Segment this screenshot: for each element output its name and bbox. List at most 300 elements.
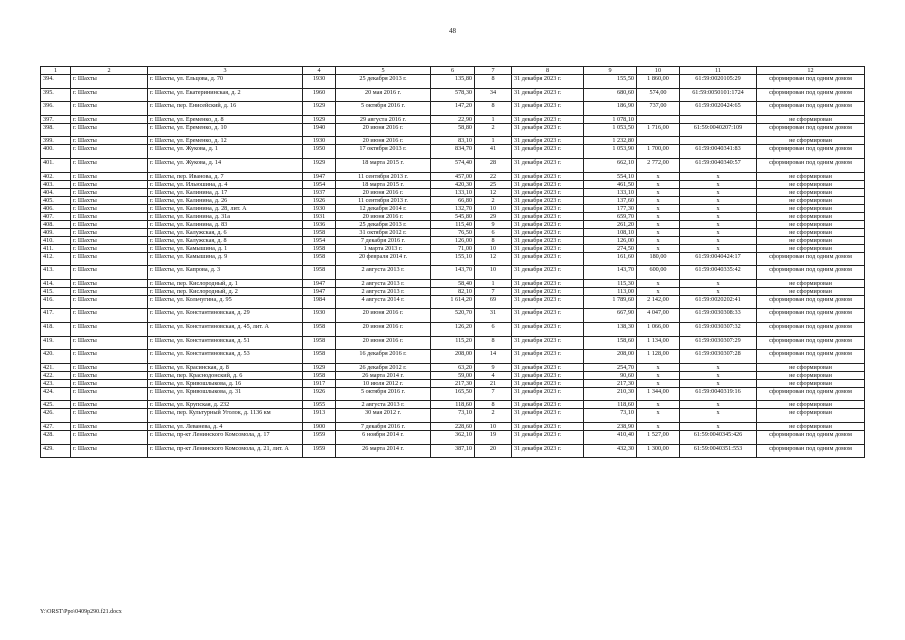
cadastral-number-cell: х [680, 228, 757, 236]
row-number: 409. [41, 228, 71, 236]
city-cell: г. Шахты [71, 266, 148, 280]
count-cell: 8 [475, 102, 512, 116]
row-number: 428. [41, 430, 71, 444]
column-number: 6 [431, 67, 475, 75]
table-row [41, 180, 865, 188]
deadline-cell: 31 декабря 2023 г. [512, 115, 584, 123]
status-cell: сформирован под одним домом [757, 88, 865, 102]
table-row [41, 279, 865, 287]
count-cell: 2 [475, 409, 512, 423]
row-number: 403. [41, 180, 71, 188]
area-cell: 132,70 [431, 204, 475, 212]
year-cell: 1955 [303, 401, 336, 409]
land-area-cell: 1 860,00 [637, 75, 680, 89]
row-number: 419. [41, 336, 71, 350]
row-number: 398. [41, 123, 71, 137]
land-area-cell: 1 066,00 [637, 322, 680, 336]
deadline-cell: 31 декабря 2023 г. [512, 401, 584, 409]
count-cell: 2 [475, 123, 512, 137]
land-area-cell: х [637, 204, 680, 212]
cadastral-number-cell: 61:59:0040335:42 [680, 266, 757, 280]
date-cell: 11 сентября 2013 г. [336, 196, 431, 204]
column-number: 10 [637, 67, 680, 75]
cadastral-number-cell: 61:59:0050101:1724 [680, 88, 757, 102]
land-area-cell: х [637, 180, 680, 188]
row-number: 429. [41, 444, 71, 458]
deadline-cell: 31 декабря 2023 г. [512, 387, 584, 401]
date-cell: 26 марта 2014 г. [336, 371, 431, 379]
date-cell: 20 июня 2016 г. [336, 322, 431, 336]
count-cell: 34 [475, 88, 512, 102]
row-number: 404. [41, 188, 71, 196]
count-cell: 8 [475, 336, 512, 350]
address-cell: г. Шахты, пер. Краснодонский, д. 6 [148, 371, 303, 379]
deadline-cell: 31 декабря 2023 г. [512, 180, 584, 188]
status-cell: сформирован под одним домом [757, 444, 865, 458]
status-cell: не сформирован [757, 279, 865, 287]
year-cell: 1936 [303, 220, 336, 228]
table-row [41, 115, 865, 123]
row-number: 416. [41, 295, 71, 309]
deadline-cell: 31 декабря 2023 г. [512, 188, 584, 196]
value-cell: 238,90 [584, 422, 637, 430]
status-cell: не сформирован [757, 172, 865, 180]
row-number: 408. [41, 220, 71, 228]
value-cell: 261,20 [584, 220, 637, 228]
address-cell: г. Шахты, ул. Константиновская, д. 53 [148, 350, 303, 364]
date-cell: 20 мая 2016 г. [336, 88, 431, 102]
area-cell: 420,30 [431, 180, 475, 188]
address-cell: г. Шахты, пр-кт Ленинского Комсомола, д. 21, лит. А [148, 444, 303, 458]
cadastral-number-cell: х [680, 244, 757, 252]
table-row [41, 236, 865, 244]
cadastral-number-cell: х [680, 236, 757, 244]
count-cell: 1 [475, 115, 512, 123]
status-cell: не сформирован [757, 137, 865, 145]
date-cell: 26 декабря 2012 г. [336, 363, 431, 371]
area-cell: 143,70 [431, 266, 475, 280]
row-number: 407. [41, 212, 71, 220]
cadastral-number-cell: 61:59:0040207:109 [680, 123, 757, 137]
status-cell: не сформирован [757, 409, 865, 423]
date-cell: 18 марта 2015 г. [336, 158, 431, 172]
column-number: 9 [584, 67, 637, 75]
cadastral-number-cell: х [680, 422, 757, 430]
city-cell: г. Шахты [71, 158, 148, 172]
table-row [41, 196, 865, 204]
cadastral-number-cell: 61:59:0020202:41 [680, 295, 757, 309]
cadastral-number-cell: 61:59:0030307:32 [680, 322, 757, 336]
year-cell: 1929 [303, 115, 336, 123]
area-cell: 126,00 [431, 236, 475, 244]
year-cell: 1958 [303, 266, 336, 280]
value-cell: 208,00 [584, 350, 637, 364]
area-cell: 126,20 [431, 322, 475, 336]
land-area-cell: 1 344,00 [637, 387, 680, 401]
table-row [41, 188, 865, 196]
city-cell: г. Шахты [71, 137, 148, 145]
land-area-cell: 574,00 [637, 88, 680, 102]
row-number: 397. [41, 115, 71, 123]
city-cell: г. Шахты [71, 145, 148, 159]
row-number: 420. [41, 350, 71, 364]
land-area-cell: х [637, 401, 680, 409]
status-cell: не сформирован [757, 401, 865, 409]
row-number: 394. [41, 75, 71, 89]
status-cell: не сформирован [757, 115, 865, 123]
city-cell: г. Шахты [71, 401, 148, 409]
deadline-cell: 31 декабря 2023 г. [512, 266, 584, 280]
status-cell: сформирован под одним домом [757, 75, 865, 89]
deadline-cell: 31 декабря 2023 г. [512, 172, 584, 180]
land-area-cell: 4 047,00 [637, 309, 680, 323]
cadastral-number-cell: х [680, 401, 757, 409]
year-cell: 1959 [303, 430, 336, 444]
date-cell: 31 октября 2012 г. [336, 228, 431, 236]
date-cell: 25 декабря 2013 г. [336, 220, 431, 228]
status-cell: сформирован под одним домом [757, 145, 865, 159]
address-cell: г. Шахты, ул. Калужская, д. 8 [148, 236, 303, 244]
table-row [41, 252, 865, 266]
address-cell: г. Шахты, ул. Ельцова, д. 70 [148, 75, 303, 89]
row-number: 399. [41, 137, 71, 145]
cadastral-number-cell: 61:59:0030307:28 [680, 350, 757, 364]
area-cell: 133,10 [431, 188, 475, 196]
table-row [41, 172, 865, 180]
deadline-cell: 31 декабря 2023 г. [512, 363, 584, 371]
area-cell: 58,80 [431, 123, 475, 137]
date-cell: 20 июня 2016 г. [336, 137, 431, 145]
table-row [41, 336, 865, 350]
land-area-cell: х [637, 188, 680, 196]
land-area-cell: х [637, 172, 680, 180]
count-cell: 1 [475, 279, 512, 287]
deadline-cell: 31 декабря 2023 г. [512, 309, 584, 323]
status-cell: не сформирован [757, 180, 865, 188]
value-cell: 662,10 [584, 158, 637, 172]
year-cell: 1930 [303, 309, 336, 323]
count-cell: 8 [475, 236, 512, 244]
deadline-cell: 31 декабря 2023 г. [512, 379, 584, 387]
column-number: 8 [512, 67, 584, 75]
land-area-cell: 1 300,00 [637, 444, 680, 458]
date-cell: 20 июня 2016 г. [336, 309, 431, 323]
city-cell: г. Шахты [71, 123, 148, 137]
area-cell: 58,40 [431, 279, 475, 287]
column-number: 3 [148, 67, 303, 75]
date-cell: 6 ноября 2014 г. [336, 430, 431, 444]
status-cell: не сформирован [757, 379, 865, 387]
value-cell: 133,10 [584, 188, 637, 196]
cadastral-number-cell: х [680, 212, 757, 220]
land-area-cell: х [637, 409, 680, 423]
area-cell: 545,80 [431, 212, 475, 220]
page-number: 48 [449, 27, 456, 35]
date-cell: 20 февраля 2014 г. [336, 252, 431, 266]
city-cell: г. Шахты [71, 236, 148, 244]
status-cell: не сформирован [757, 371, 865, 379]
row-number: 418. [41, 322, 71, 336]
area-cell: 66,80 [431, 196, 475, 204]
count-cell: 10 [475, 422, 512, 430]
table-row [41, 379, 865, 387]
address-cell: г. Шахты, ул. Калинина, д. 31а [148, 212, 303, 220]
column-number: 7 [475, 67, 512, 75]
table-row [41, 295, 865, 309]
address-cell: г. Шахты, ул. Кольчугина, д. 95 [148, 295, 303, 309]
area-cell: 457,00 [431, 172, 475, 180]
deadline-cell: 31 декабря 2023 г. [512, 244, 584, 252]
city-cell: г. Шахты [71, 220, 148, 228]
row-number: 405. [41, 196, 71, 204]
status-cell: сформирован под одним домом [757, 158, 865, 172]
table-row [41, 244, 865, 252]
count-cell: 25 [475, 180, 512, 188]
deadline-cell: 31 декабря 2023 г. [512, 88, 584, 102]
count-cell: 9 [475, 220, 512, 228]
count-cell: 9 [475, 363, 512, 371]
table-row [41, 350, 865, 364]
status-cell: сформирован под одним домом [757, 266, 865, 280]
value-cell: 217,30 [584, 379, 637, 387]
year-cell: 1947 [303, 287, 336, 295]
value-cell: 161,60 [584, 252, 637, 266]
city-cell: г. Шахты [71, 115, 148, 123]
address-cell: г. Шахты, ул. Константиновская, д. 45, лит. А [148, 322, 303, 336]
city-cell: г. Шахты [71, 228, 148, 236]
row-number: 415. [41, 287, 71, 295]
city-cell: г. Шахты [71, 430, 148, 444]
cadastral-number-cell: 61:59:0040351:553 [680, 444, 757, 458]
date-cell: 26 марта 2014 г. [336, 444, 431, 458]
address-cell: г. Шахты, ул. Красинская, д. 8 [148, 363, 303, 371]
land-area-cell: х [637, 371, 680, 379]
status-cell: сформирован под одним домом [757, 309, 865, 323]
table-row [41, 371, 865, 379]
count-cell: 19 [475, 430, 512, 444]
table-row [41, 88, 865, 102]
count-cell: 6 [475, 228, 512, 236]
area-cell: 208,00 [431, 350, 475, 364]
table-row [41, 309, 865, 323]
column-number: 2 [71, 67, 148, 75]
area-cell: 135,80 [431, 75, 475, 89]
year-cell: 1929 [303, 363, 336, 371]
value-cell: 659,70 [584, 212, 637, 220]
address-cell: г. Шахты, пр-кт Ленинского Комсомола, д. 17 [148, 430, 303, 444]
status-cell: не сформирован [757, 212, 865, 220]
year-cell: 1960 [303, 88, 336, 102]
count-cell: 10 [475, 266, 512, 280]
area-cell: 362,10 [431, 430, 475, 444]
value-cell: 461,50 [584, 180, 637, 188]
city-cell: г. Шахты [71, 444, 148, 458]
cadastral-number-cell: 61:59:0020105:29 [680, 75, 757, 89]
city-cell: г. Шахты [71, 371, 148, 379]
table-row [41, 220, 865, 228]
value-cell: 143,70 [584, 266, 637, 280]
status-cell: не сформирован [757, 228, 865, 236]
table-row [41, 409, 865, 423]
year-cell: 1931 [303, 212, 336, 220]
address-cell: г. Шахты, ул. Константиновская, д. 51 [148, 336, 303, 350]
date-cell: 25 декабря 2013 г. [336, 75, 431, 89]
count-cell: 4 [475, 371, 512, 379]
land-area-cell: 600,00 [637, 266, 680, 280]
deadline-cell: 31 декабря 2023 г. [512, 158, 584, 172]
cadastral-number-cell: 61:59:0020424:65 [680, 102, 757, 116]
cadastral-number-cell [680, 115, 757, 123]
address-cell: г. Шахты, ул. Жукова, д. 1 [148, 145, 303, 159]
address-cell: г. Шахты, ул. Крупская, д. 232 [148, 401, 303, 409]
deadline-cell: 31 декабря 2023 г. [512, 430, 584, 444]
land-area-cell: х [637, 220, 680, 228]
cadastral-number-cell: х [680, 204, 757, 212]
table-row [41, 158, 865, 172]
table-row [41, 287, 865, 295]
deadline-cell: 31 декабря 2023 г. [512, 322, 584, 336]
value-cell: 274,50 [584, 244, 637, 252]
city-cell: г. Шахты [71, 212, 148, 220]
area-cell: 115,40 [431, 220, 475, 228]
cadastral-number-cell: х [680, 363, 757, 371]
address-cell: г. Шахты, пер. Иванова, д. 7 [148, 172, 303, 180]
row-number: 423. [41, 379, 71, 387]
area-cell: 217,30 [431, 379, 475, 387]
value-cell: 554,10 [584, 172, 637, 180]
date-cell: 7 декабря 2016 г. [336, 236, 431, 244]
deadline-cell: 31 декабря 2023 г. [512, 212, 584, 220]
date-cell: 20 июня 2016 г. [336, 123, 431, 137]
date-cell: 2 августа 2013 г. [336, 266, 431, 280]
column-number: 11 [680, 67, 757, 75]
area-cell: 165,50 [431, 387, 475, 401]
deadline-cell: 31 декабря 2023 г. [512, 287, 584, 295]
status-cell: сформирован под одним домом [757, 350, 865, 364]
area-cell: 228,60 [431, 422, 475, 430]
count-cell: 21 [475, 379, 512, 387]
status-cell: сформирован под одним домом [757, 336, 865, 350]
column-number: 4 [303, 67, 336, 75]
land-area-cell: х [637, 287, 680, 295]
date-cell: 30 мая 2012 г. [336, 409, 431, 423]
date-cell: 2 августа 2013 г. [336, 401, 431, 409]
land-area-cell: 1 134,00 [637, 336, 680, 350]
value-cell: 1 053,50 [584, 123, 637, 137]
table-row [41, 363, 865, 371]
deadline-cell: 31 декабря 2023 г. [512, 137, 584, 145]
count-cell: 2 [475, 196, 512, 204]
land-area-cell: х [637, 196, 680, 204]
land-area-cell: 2 772,00 [637, 158, 680, 172]
area-cell: 63,20 [431, 363, 475, 371]
row-number: 410. [41, 236, 71, 244]
count-cell: 12 [475, 188, 512, 196]
cadastral-number-cell: х [680, 409, 757, 423]
year-cell: 1954 [303, 180, 336, 188]
value-cell: 126,00 [584, 236, 637, 244]
date-cell: 18 марта 2015 г. [336, 180, 431, 188]
count-cell: 29 [475, 212, 512, 220]
address-cell: г. Шахты, пер. Культурный Уголок, д. 1136 км [148, 409, 303, 423]
count-cell: 10 [475, 204, 512, 212]
year-cell: 1958 [303, 228, 336, 236]
value-cell: 155,50 [584, 75, 637, 89]
year-cell: 1950 [303, 145, 336, 159]
value-cell: 186,90 [584, 102, 637, 116]
value-cell: 108,10 [584, 228, 637, 236]
address-cell: г. Шахты, ул. Камышина, д. 1 [148, 244, 303, 252]
value-cell: 118,60 [584, 401, 637, 409]
year-cell: 1900 [303, 422, 336, 430]
city-cell: г. Шахты [71, 287, 148, 295]
table-row [41, 266, 865, 280]
area-cell: 574,40 [431, 158, 475, 172]
value-cell: 254,70 [584, 363, 637, 371]
table-row [41, 422, 865, 430]
area-cell: 520,70 [431, 309, 475, 323]
deadline-cell: 31 декабря 2023 г. [512, 371, 584, 379]
year-cell: 1959 [303, 444, 336, 458]
row-number: 411. [41, 244, 71, 252]
status-cell: не сформирован [757, 188, 865, 196]
date-cell: 17 октября 2013 г. [336, 145, 431, 159]
land-area-cell: х [637, 363, 680, 371]
value-cell: 177,30 [584, 204, 637, 212]
year-cell: 1958 [303, 371, 336, 379]
value-cell: 1 232,80 [584, 137, 637, 145]
address-cell: г. Шахты, ул. Кривошлыкова, д. 31 [148, 387, 303, 401]
cadastral-number-cell: х [680, 188, 757, 196]
address-cell: г. Шахты, ул. Жукова, д. 14 [148, 158, 303, 172]
count-cell: 41 [475, 145, 512, 159]
area-cell: 76,50 [431, 228, 475, 236]
deadline-cell: 31 декабря 2023 г. [512, 422, 584, 430]
year-cell: 1917 [303, 379, 336, 387]
status-cell: сформирован под одним домом [757, 322, 865, 336]
city-cell: г. Шахты [71, 244, 148, 252]
deadline-cell: 31 декабря 2023 г. [512, 228, 584, 236]
area-cell: 71,00 [431, 244, 475, 252]
date-cell: 12 декабря 2014 г. [336, 204, 431, 212]
status-cell: не сформирован [757, 363, 865, 371]
column-number: 5 [336, 67, 431, 75]
area-cell: 118,60 [431, 401, 475, 409]
year-cell: 1958 [303, 322, 336, 336]
table-row [41, 102, 865, 116]
cadastral-number-cell: х [680, 220, 757, 228]
area-cell: 59,00 [431, 371, 475, 379]
year-cell: 1940 [303, 123, 336, 137]
table-row [41, 137, 865, 145]
deadline-cell: 31 декабря 2023 г. [512, 102, 584, 116]
deadline-cell: 31 декабря 2023 г. [512, 145, 584, 159]
land-area-cell [637, 115, 680, 123]
city-cell: г. Шахты [71, 363, 148, 371]
city-cell: г. Шахты [71, 172, 148, 180]
city-cell: г. Шахты [71, 295, 148, 309]
year-cell: 1958 [303, 252, 336, 266]
count-cell: 6 [475, 322, 512, 336]
count-cell: 14 [475, 350, 512, 364]
value-cell: 1 053,90 [584, 145, 637, 159]
cadastral-number-cell: х [680, 287, 757, 295]
row-number: 425. [41, 401, 71, 409]
date-cell: 5 октября 2016 г. [336, 387, 431, 401]
land-area-cell: 1 700,00 [637, 145, 680, 159]
year-cell: 1913 [303, 409, 336, 423]
year-cell: 1954 [303, 236, 336, 244]
